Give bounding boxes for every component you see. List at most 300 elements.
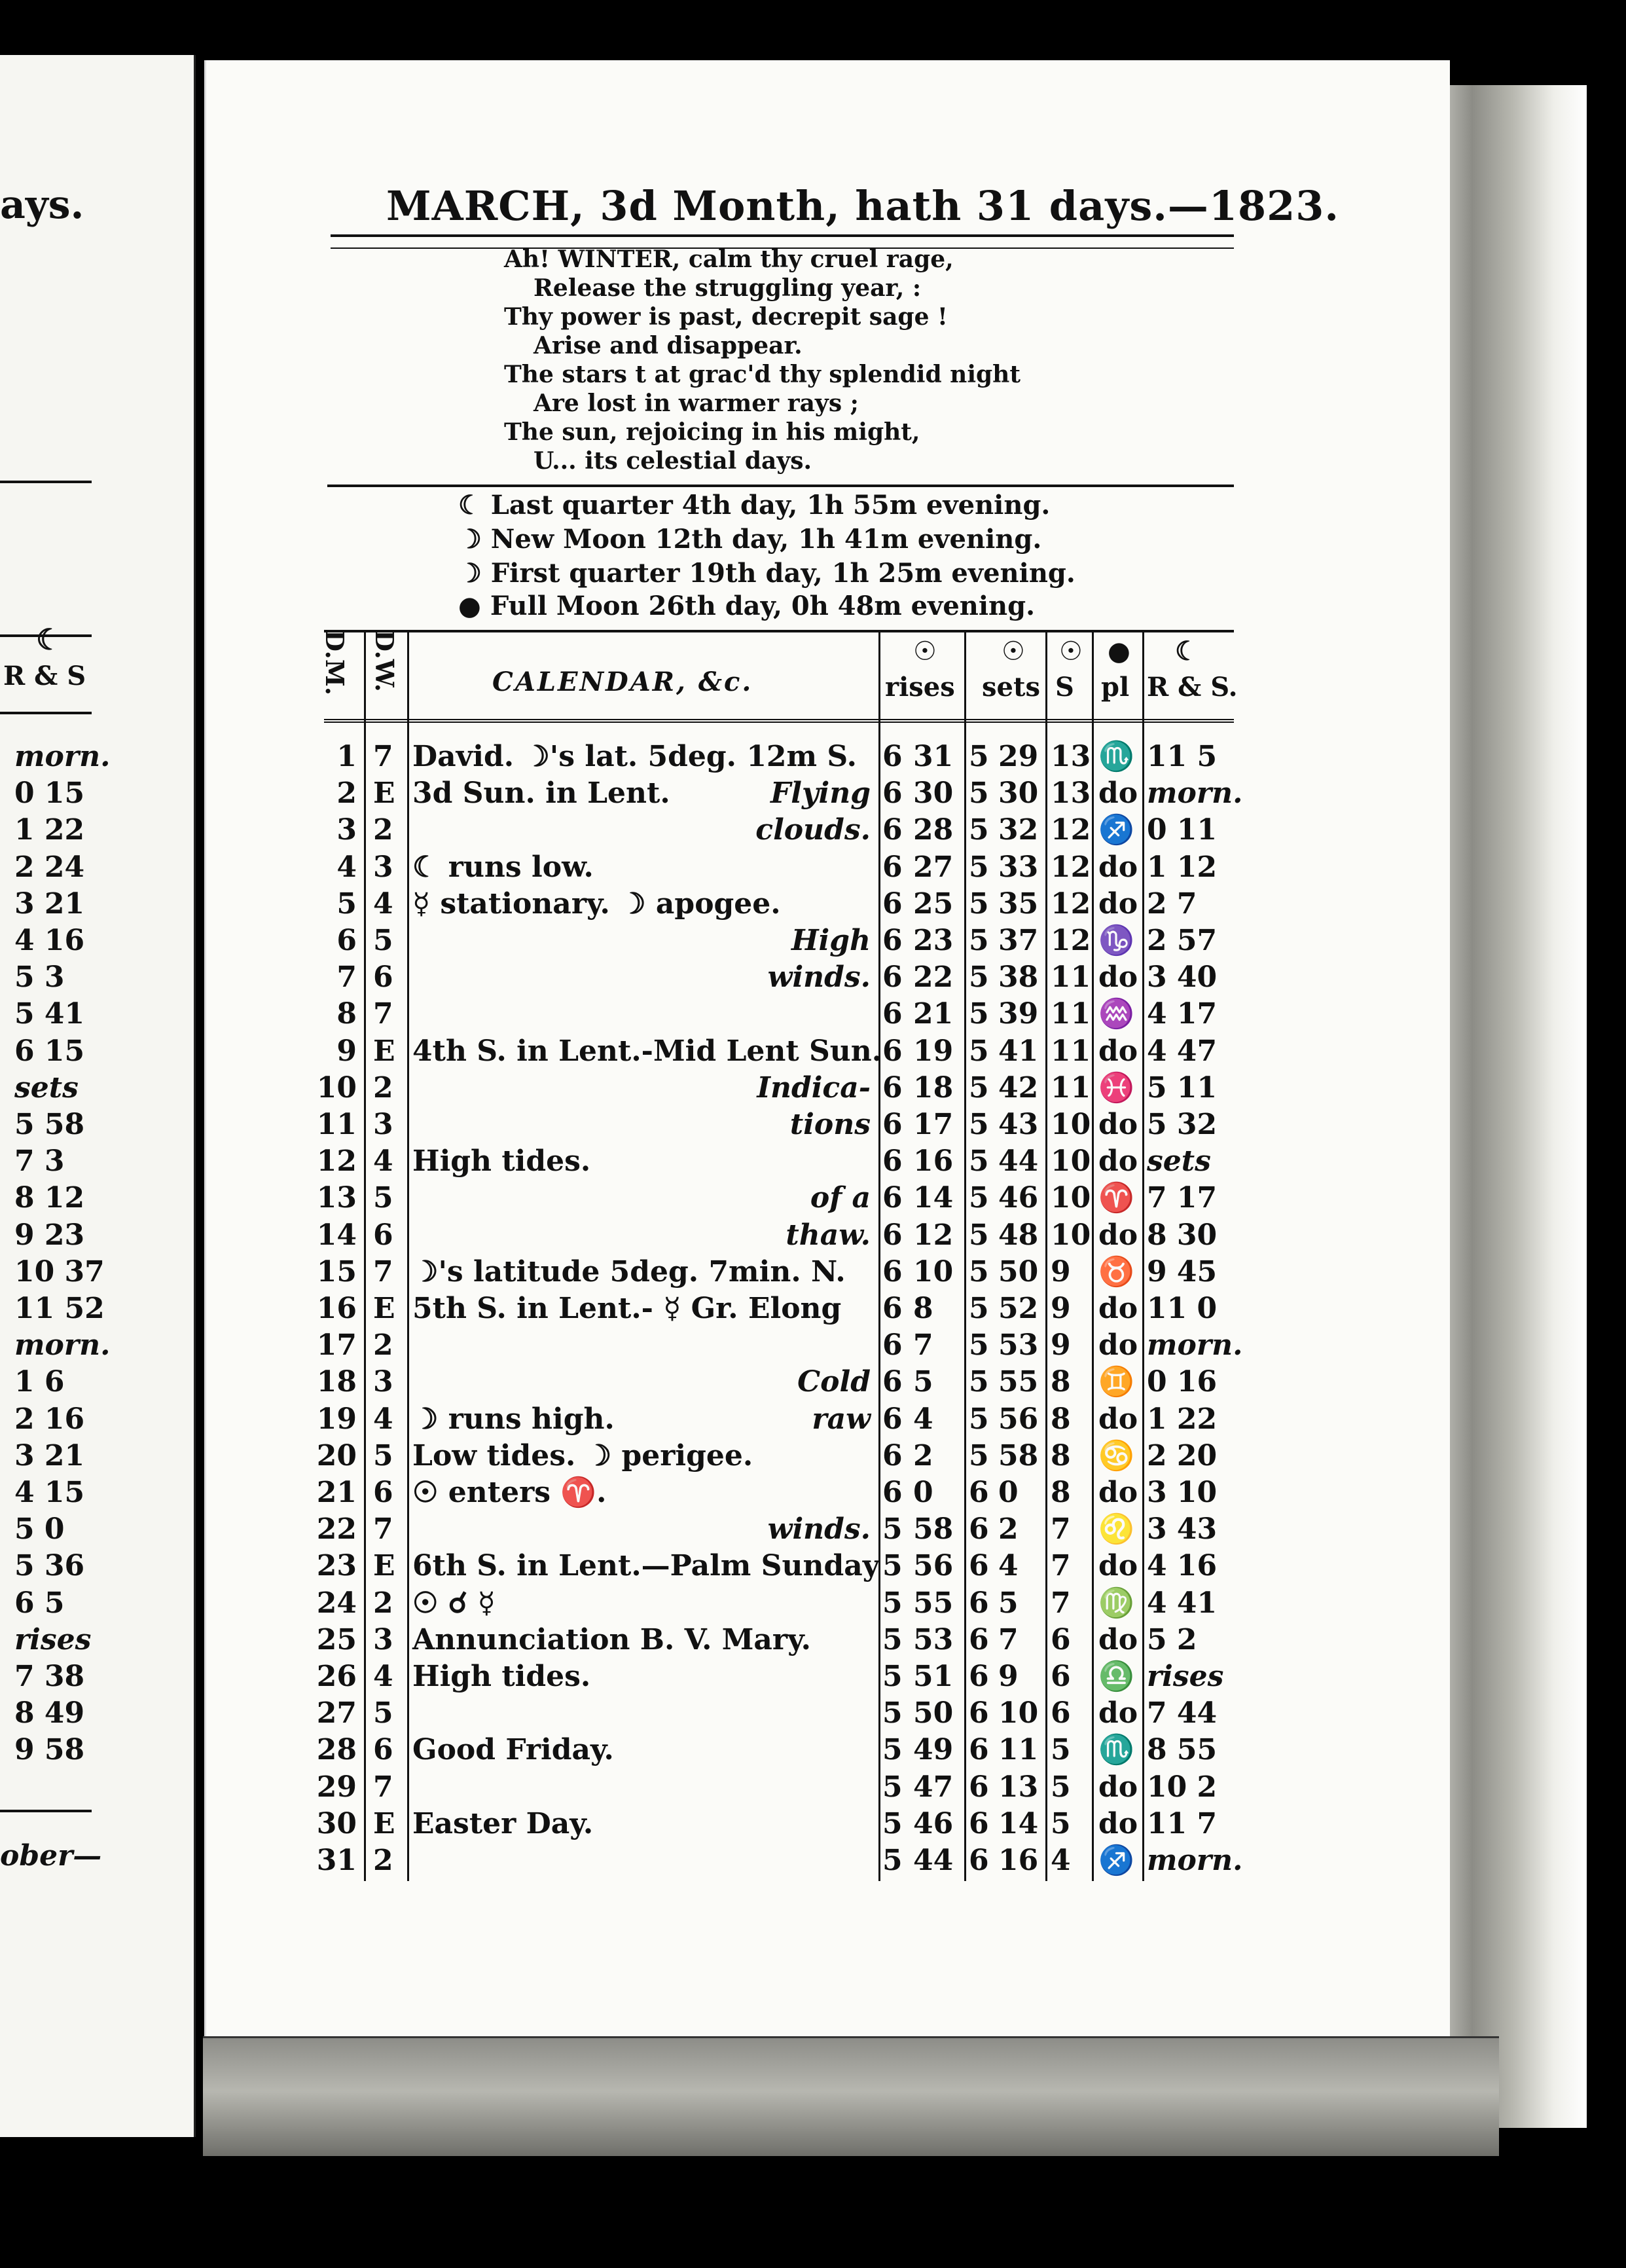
table-row [0,1070,1626,1107]
moon-place: ♓ [1098,1070,1134,1105]
moon-rises-sets: morn. [1147,777,1243,811]
sunset-hour: 6 [969,1733,989,1767]
sunrise-hour: 6 [882,997,903,1031]
sunrise-minute: 14 [913,1181,954,1215]
day-of-month: 25 [316,1622,357,1656]
sunset-hour: 6 [969,1696,989,1730]
table-row [0,886,1626,923]
sun-icon: ☉ [1059,636,1083,667]
sunrise-hour: 6 [882,1144,903,1179]
moon-place: do [1098,1108,1138,1141]
calendar-event: 6th S. in Lent.—Palm Sunday [412,1549,880,1583]
sunrise-hour: 5 [882,1586,903,1620]
calendar-event: ☿ stationary. ☽ apogee. [412,887,781,921]
calendar-event: 4th S. in Lent.-Mid Lent Sun. [412,1034,882,1068]
moon-place: ♎ [1098,1660,1134,1693]
sunrise-hour: 6 [882,850,903,884]
moon-place: ♉ [1098,1254,1134,1289]
left-page-row: 1 22 [14,813,85,847]
day-of-month: 19 [316,1402,357,1436]
calendar-event: ☾ runs low. [412,850,594,884]
moon-phase-line: ☽ First quarter 19th day, 1h 25m evening. [458,558,1075,589]
sun-south: 12 [1051,924,1091,957]
sun-south: 10 [1051,1218,1091,1252]
moon-place: do [1098,1328,1138,1363]
sun-south: 8 [1051,1402,1071,1436]
moon-place: do [1098,1770,1138,1804]
table-row [0,849,1626,886]
left-page-moon-symbol: ☾ [36,623,62,657]
left-page-row: sets [14,1070,79,1105]
sun-south: 6 [1051,1660,1071,1693]
title-rule [331,234,1234,237]
sunrise-hour: 5 [882,1549,903,1583]
sun-south: 9 [1051,1328,1071,1363]
weather-note: of a [810,1181,871,1215]
sunrise-minute: 44 [913,1844,954,1877]
moon-rises-sets: 9 45 [1147,1254,1218,1289]
weather-note: winds. [767,960,871,995]
left-page-row: morn. [14,1328,111,1363]
sunrise-minute: 47 [913,1770,954,1804]
moon-rises-sets: 4 41 [1147,1586,1218,1620]
table-row [0,1327,1626,1364]
moon-place: ♐ [1098,1844,1134,1877]
sunset-minute: 35 [998,887,1039,921]
moon-rises-sets: 1 12 [1147,850,1218,884]
weather-note: Cold [797,1365,871,1399]
day-of-month: 12 [316,1144,357,1179]
day-of-week: 7 [373,997,393,1031]
sun-south: 5 [1051,1806,1071,1840]
sunrise-minute: 25 [913,887,954,921]
table-row [0,1548,1626,1584]
moon-rises-sets: morn. [1147,1844,1243,1877]
sun-south: 8 [1051,1438,1071,1472]
table-row [0,996,1626,1033]
sun-south: 6 [1051,1622,1071,1656]
table-row [0,1033,1626,1070]
calendar-event: 3d Sun. in Lent. [412,777,670,811]
table-row [0,1806,1626,1842]
weather-note: raw [812,1402,871,1436]
weather-note: winds. [767,1512,871,1546]
sun-south: 7 [1051,1586,1071,1620]
weather-note: clouds. [755,813,871,847]
sunset-hour: 6 [969,1806,989,1840]
sunrise-minute: 5 [913,1365,933,1399]
table-row [0,1585,1626,1622]
day-of-month: 4 [336,850,357,884]
sunrise-minute: 30 [913,777,954,811]
moon-place: ♒ [1098,997,1134,1031]
table-row [0,1401,1626,1438]
table-row [0,1180,1626,1216]
day-of-week: 4 [373,887,393,921]
sun-south: 12 [1051,813,1091,847]
sunset-hour: 5 [969,1218,989,1252]
sunset-minute: 50 [998,1254,1039,1289]
sun-south: 12 [1051,850,1091,884]
moon-rises-sets: 7 17 [1147,1181,1218,1215]
sunset-hour: 5 [969,1328,989,1363]
sunset-minute: 41 [998,1034,1039,1068]
left-page-row: 9 23 [14,1218,85,1252]
header-sun-rises: rises [885,672,955,703]
day-of-week: 2 [373,1586,393,1620]
moon-rises-sets: 2 7 [1147,887,1197,921]
moon-place: do [1098,887,1138,921]
table-row [0,923,1626,959]
left-page-row: 5 36 [14,1549,85,1583]
table-row [0,1107,1626,1143]
sunrise-minute: 50 [913,1696,954,1730]
sunset-minute: 42 [998,1070,1039,1105]
day-of-week: 6 [373,960,393,995]
sunrise-minute: 17 [913,1108,954,1141]
sunset-minute: 9 [998,1660,1019,1693]
sunset-hour: 6 [969,1549,989,1583]
sun-south: 13 [1051,740,1091,773]
left-page-row: 3 21 [14,887,85,921]
sunrise-hour: 6 [882,960,903,995]
moon-rises-sets: morn. [1147,1328,1243,1363]
sunset-minute: 11 [998,1733,1039,1767]
header-sun-sets: sets [982,672,1040,703]
sunrise-hour: 5 [882,1622,903,1656]
left-page-footer: ober— [0,1839,102,1873]
moon-rises-sets: 10 2 [1147,1770,1218,1804]
sunset-minute: 5 [998,1586,1019,1620]
left-page-row: 2 24 [14,850,85,884]
day-of-month: 16 [316,1292,357,1325]
day-of-week: E [373,1292,395,1325]
sunset-minute: 55 [998,1365,1039,1399]
day-of-month: 9 [336,1034,357,1068]
left-page-row: 1 6 [14,1365,65,1399]
header-calendar: CALENDAR, &c. [492,667,753,697]
day-of-week: 3 [373,850,393,884]
sunrise-minute: 49 [913,1733,954,1767]
sunrise-minute: 10 [913,1254,954,1289]
sunset-hour: 6 [969,1622,989,1656]
left-page-row: 5 41 [14,997,85,1031]
day-of-week: 6 [373,1218,393,1252]
sunrise-minute: 55 [913,1586,954,1620]
moon-rises-sets: 11 0 [1147,1292,1218,1325]
left-page-row: 5 0 [14,1512,65,1546]
moon-place: do [1098,1034,1138,1068]
sunrise-minute: 51 [913,1660,954,1693]
moon-place: do [1098,1549,1138,1583]
moon-place: ♊ [1098,1365,1134,1399]
table-row [0,1695,1626,1732]
sun-south: 9 [1051,1254,1071,1289]
sunset-minute: 2 [998,1512,1019,1546]
sunset-minute: 44 [998,1144,1039,1179]
calendar-event: High tides. [412,1144,591,1179]
weather-note: thaw. [786,1218,871,1252]
sunset-hour: 5 [969,1365,989,1399]
sunset-minute: 4 [998,1549,1019,1583]
table-row [0,1658,1626,1695]
poem-line: Release the struggling year, : [533,274,922,302]
sunset-hour: 6 [969,1512,989,1546]
sunset-hour: 6 [969,1844,989,1877]
moon-rises-sets: 4 16 [1147,1549,1218,1583]
sun-south: 11 [1051,1070,1091,1105]
sunset-minute: 53 [998,1328,1039,1363]
day-of-week: 5 [373,1438,393,1472]
moon-place: do [1098,1696,1138,1730]
weather-note: High [791,924,871,957]
sunset-hour: 5 [969,924,989,957]
day-of-month: 24 [316,1586,357,1620]
sunrise-minute: 58 [913,1512,954,1546]
day-of-month: 23 [316,1549,357,1583]
sunset-hour: 5 [969,960,989,995]
moon-rises-sets: 5 2 [1147,1622,1197,1656]
sunrise-hour: 6 [882,1070,903,1105]
moon-phase-line: ● Full Moon 26th day, 0h 48m evening. [458,591,1036,621]
day-of-week: 2 [373,1328,393,1363]
moon-rises-sets: 0 16 [1147,1365,1218,1399]
sunset-hour: 5 [969,1144,989,1179]
sunset-minute: 29 [998,740,1039,773]
day-of-week: 7 [373,1254,393,1289]
day-of-month: 13 [316,1181,357,1215]
moon-place: do [1098,1622,1138,1656]
sunrise-minute: 7 [913,1328,933,1363]
table-row [0,1290,1626,1327]
moon-place: ♑ [1098,924,1134,957]
header-day-of-week: D.W. [370,630,399,692]
day-of-week: E [373,1034,395,1068]
day-of-month: 3 [336,813,357,847]
sunrise-hour: 6 [882,813,903,847]
sunset-hour: 5 [969,887,989,921]
moon-phase-line: ☾ Last quarter 4th day, 1h 55m evening. [458,490,1051,521]
sunset-minute: 30 [998,777,1039,811]
sunset-minute: 10 [998,1696,1039,1730]
calendar-event: ☽ runs high. [412,1402,615,1436]
moon-rises-sets: 2 20 [1147,1438,1218,1472]
moon-rises-sets: 2 57 [1147,924,1218,957]
sunset-minute: 39 [998,997,1039,1031]
moon-rises-sets: 8 55 [1147,1733,1218,1767]
table-row [0,1217,1626,1254]
table-row [0,775,1626,812]
moon-rises-sets: 3 10 [1147,1476,1218,1509]
day-of-week: E [373,777,395,811]
day-of-week: 3 [373,1365,393,1399]
moon-place: ♋ [1098,1438,1134,1472]
moon-rises-sets: 4 17 [1147,997,1218,1031]
header-moon-place: pl [1101,672,1130,703]
moon-rises-sets: 11 7 [1147,1806,1218,1840]
sun-south: 10 [1051,1181,1091,1215]
left-page-row: 2 16 [14,1402,85,1436]
sunrise-hour: 6 [882,1292,903,1325]
moon-rises-sets: 5 32 [1147,1108,1218,1141]
sunrise-minute: 12 [913,1218,954,1252]
left-page-row: 7 38 [14,1660,85,1693]
sunset-minute: 32 [998,813,1039,847]
day-of-month: 14 [316,1218,357,1252]
table-row [0,812,1626,849]
moon-place: do [1098,1292,1138,1325]
sunset-minute: 13 [998,1770,1039,1804]
day-of-week: 2 [373,813,393,847]
moon-place: do [1098,1218,1138,1252]
weather-note: Indica- [757,1070,871,1105]
sunrise-hour: 6 [882,1438,903,1472]
sunrise-minute: 4 [913,1402,933,1436]
sunrise-minute: 22 [913,960,954,995]
day-of-week: 7 [373,740,393,773]
day-of-month: 28 [316,1733,357,1767]
moon-rises-sets: 0 11 [1147,813,1218,847]
sun-south: 9 [1051,1292,1071,1325]
sunrise-minute: 2 [913,1438,933,1472]
sunrise-minute: 23 [913,924,954,957]
sun-icon: ☉ [913,636,937,667]
sunrise-hour: 5 [882,1733,903,1767]
day-of-month: 27 [316,1696,357,1730]
day-of-week: 4 [373,1660,393,1693]
sunset-minute: 52 [998,1292,1039,1325]
sunset-hour: 5 [969,1108,989,1141]
sun-south: 10 [1051,1108,1091,1141]
full-moon-icon: ● [1108,636,1130,667]
day-of-month: 6 [336,924,357,957]
moon-place: do [1098,1144,1138,1179]
left-page-row: 4 15 [14,1476,85,1509]
sun-south: 12 [1051,887,1091,921]
poem-rule [327,485,1234,487]
calendar-event: Good Friday. [412,1733,614,1767]
table-row [0,1143,1626,1180]
sunrise-hour: 5 [882,1696,903,1730]
moon-place: ♏ [1098,740,1134,773]
poem-line: U... its celestial days. [533,447,812,475]
sunset-hour: 5 [969,1438,989,1472]
day-of-month: 1 [336,740,357,773]
book-bottom-edge [203,2036,1499,2156]
moon-place: ♍ [1098,1586,1134,1620]
table-row [0,1622,1626,1658]
day-of-week: E [373,1806,395,1840]
day-of-month: 21 [316,1476,357,1509]
sunrise-hour: 5 [882,1512,903,1546]
weather-note: tions [789,1108,871,1141]
sunset-hour: 6 [969,1770,989,1804]
moon-rises-sets: 8 30 [1147,1218,1218,1252]
day-of-month: 20 [316,1438,357,1472]
poem-line: Are lost in warmer rays ; [533,390,859,417]
table-row [0,959,1626,996]
sunset-minute: 56 [998,1402,1039,1436]
sunset-minute: 33 [998,850,1039,884]
sunrise-minute: 31 [913,740,954,773]
table-row [0,739,1626,775]
sunset-hour: 5 [969,1181,989,1215]
moon-rises-sets: sets [1147,1144,1211,1179]
sunset-hour: 5 [969,740,989,773]
header-moon-rises-sets: R & S. [1147,672,1238,703]
moon-place: do [1098,960,1138,995]
sunrise-minute: 8 [913,1292,933,1325]
moon-rises-sets: 1 22 [1147,1402,1218,1436]
sunset-minute: 37 [998,924,1039,957]
calendar-event: High tides. [412,1660,591,1693]
table-row [0,1474,1626,1511]
header-south: S [1055,672,1074,703]
sunrise-hour: 6 [882,1034,903,1068]
day-of-month: 11 [316,1108,357,1141]
sunset-minute: 46 [998,1181,1039,1215]
table-row [0,1254,1626,1290]
sun-south: 7 [1051,1549,1071,1583]
day-of-month: 29 [316,1770,357,1804]
sunset-hour: 5 [969,1402,989,1436]
calendar-event: David. ☽'s lat. 5deg. 12m S. [412,740,857,773]
moon-rises-sets: 3 40 [1147,960,1218,995]
calendar-event: Easter Day. [412,1806,594,1840]
day-of-month: 26 [316,1660,357,1693]
day-of-month: 22 [316,1512,357,1546]
left-page-header: R & S [3,661,86,691]
sunrise-minute: 18 [913,1070,954,1105]
day-of-month: 8 [336,997,357,1031]
day-of-month: 7 [336,960,357,995]
left-page-row: 10 37 [14,1254,105,1289]
left-page-row: 7 3 [14,1144,65,1179]
left-page-title-fragment: ays. [0,182,84,228]
calendar-event: ☽'s latitude 5deg. 7min. N. [412,1254,846,1289]
calendar-event: ☉ ☌ ☿ [412,1586,496,1620]
day-of-week: 7 [373,1770,393,1804]
table-row [0,1511,1626,1548]
sunset-hour: 5 [969,850,989,884]
sunrise-minute: 46 [913,1806,954,1840]
sunset-hour: 5 [969,1254,989,1289]
day-of-month: 5 [336,887,357,921]
sunset-hour: 6 [969,1660,989,1693]
sunrise-minute: 28 [913,813,954,847]
day-of-week: 6 [373,1733,393,1767]
sun-icon: ☉ [1002,636,1025,667]
moon-place: do [1098,777,1138,811]
left-page-row: 11 52 [14,1292,105,1325]
sunset-hour: 5 [969,777,989,811]
left-page-row: 4 16 [14,924,85,957]
day-of-week: 3 [373,1622,393,1656]
day-of-week: 4 [373,1144,393,1179]
sunset-hour: 5 [969,813,989,847]
sun-south: 11 [1051,997,1091,1031]
sunset-minute: 0 [998,1476,1019,1509]
left-page-row: 6 5 [14,1586,65,1620]
day-of-week: 4 [373,1402,393,1436]
table-row [0,1364,1626,1400]
header-rule [324,719,1234,725]
sunrise-minute: 21 [913,997,954,1031]
sun-south: 11 [1051,960,1091,995]
left-page-row: 8 49 [14,1696,85,1730]
sunset-minute: 58 [998,1438,1039,1472]
table-row [0,1732,1626,1768]
